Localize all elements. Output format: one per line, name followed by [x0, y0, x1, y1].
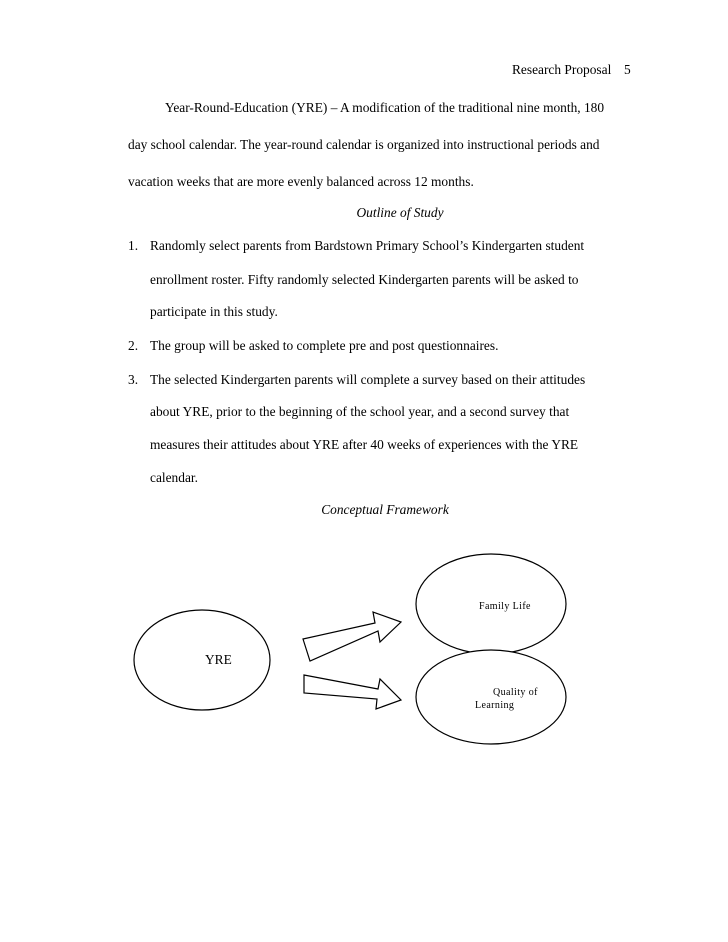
list-item-line: about YRE, prior to the beginning of the school year, and a second survey that [150, 404, 570, 419]
quality-of-learning-node [416, 650, 566, 744]
outline-heading: Outline of Study [356, 205, 444, 220]
list-item-line: measures their attitudes about YRE after 40 weeks of experiences with the YRE [150, 437, 579, 452]
family-life-label: Family Life [479, 601, 531, 612]
page-number: 5 [624, 62, 631, 77]
arrow-to-family-life [303, 612, 401, 661]
definition-line: Year-Round-Education (YRE) – A modification of the traditional nine month, 180 [165, 100, 605, 115]
list-number: 3. [128, 372, 139, 387]
list-item-line: The group will be asked to complete pre and post questionnaires. [150, 338, 499, 353]
list-item-line: enrollment roster. Fifty randomly selected Kindergarten parents will be asked to [150, 272, 579, 287]
list-item-line: Randomly select parents from Bardstown Primary School’s Kindergarten student [150, 238, 585, 253]
list-number: 1. [128, 238, 139, 253]
framework-heading: Conceptual Framework [321, 502, 449, 517]
definition-line: day school calendar. The year-round calendar is organized into instructional periods and [128, 137, 600, 152]
running-head-title: Research Proposal [512, 62, 612, 77]
list-item-line: The selected Kindergarten parents will complete a survey based on their attitudes [150, 372, 586, 387]
quality-of-learning-label-line2: Learning [475, 700, 515, 711]
list-number: 2. [128, 338, 139, 353]
list-item-line: participate in this study. [150, 304, 278, 319]
yre-label: YRE [205, 652, 232, 667]
yre-node [134, 610, 270, 710]
arrow-to-quality-of-learning [304, 675, 401, 709]
quality-of-learning-label-line1: Quality of [493, 687, 538, 698]
list-item-line: calendar. [150, 470, 198, 485]
definition-line: vacation weeks that are more evenly balanced across 12 months. [128, 174, 474, 189]
